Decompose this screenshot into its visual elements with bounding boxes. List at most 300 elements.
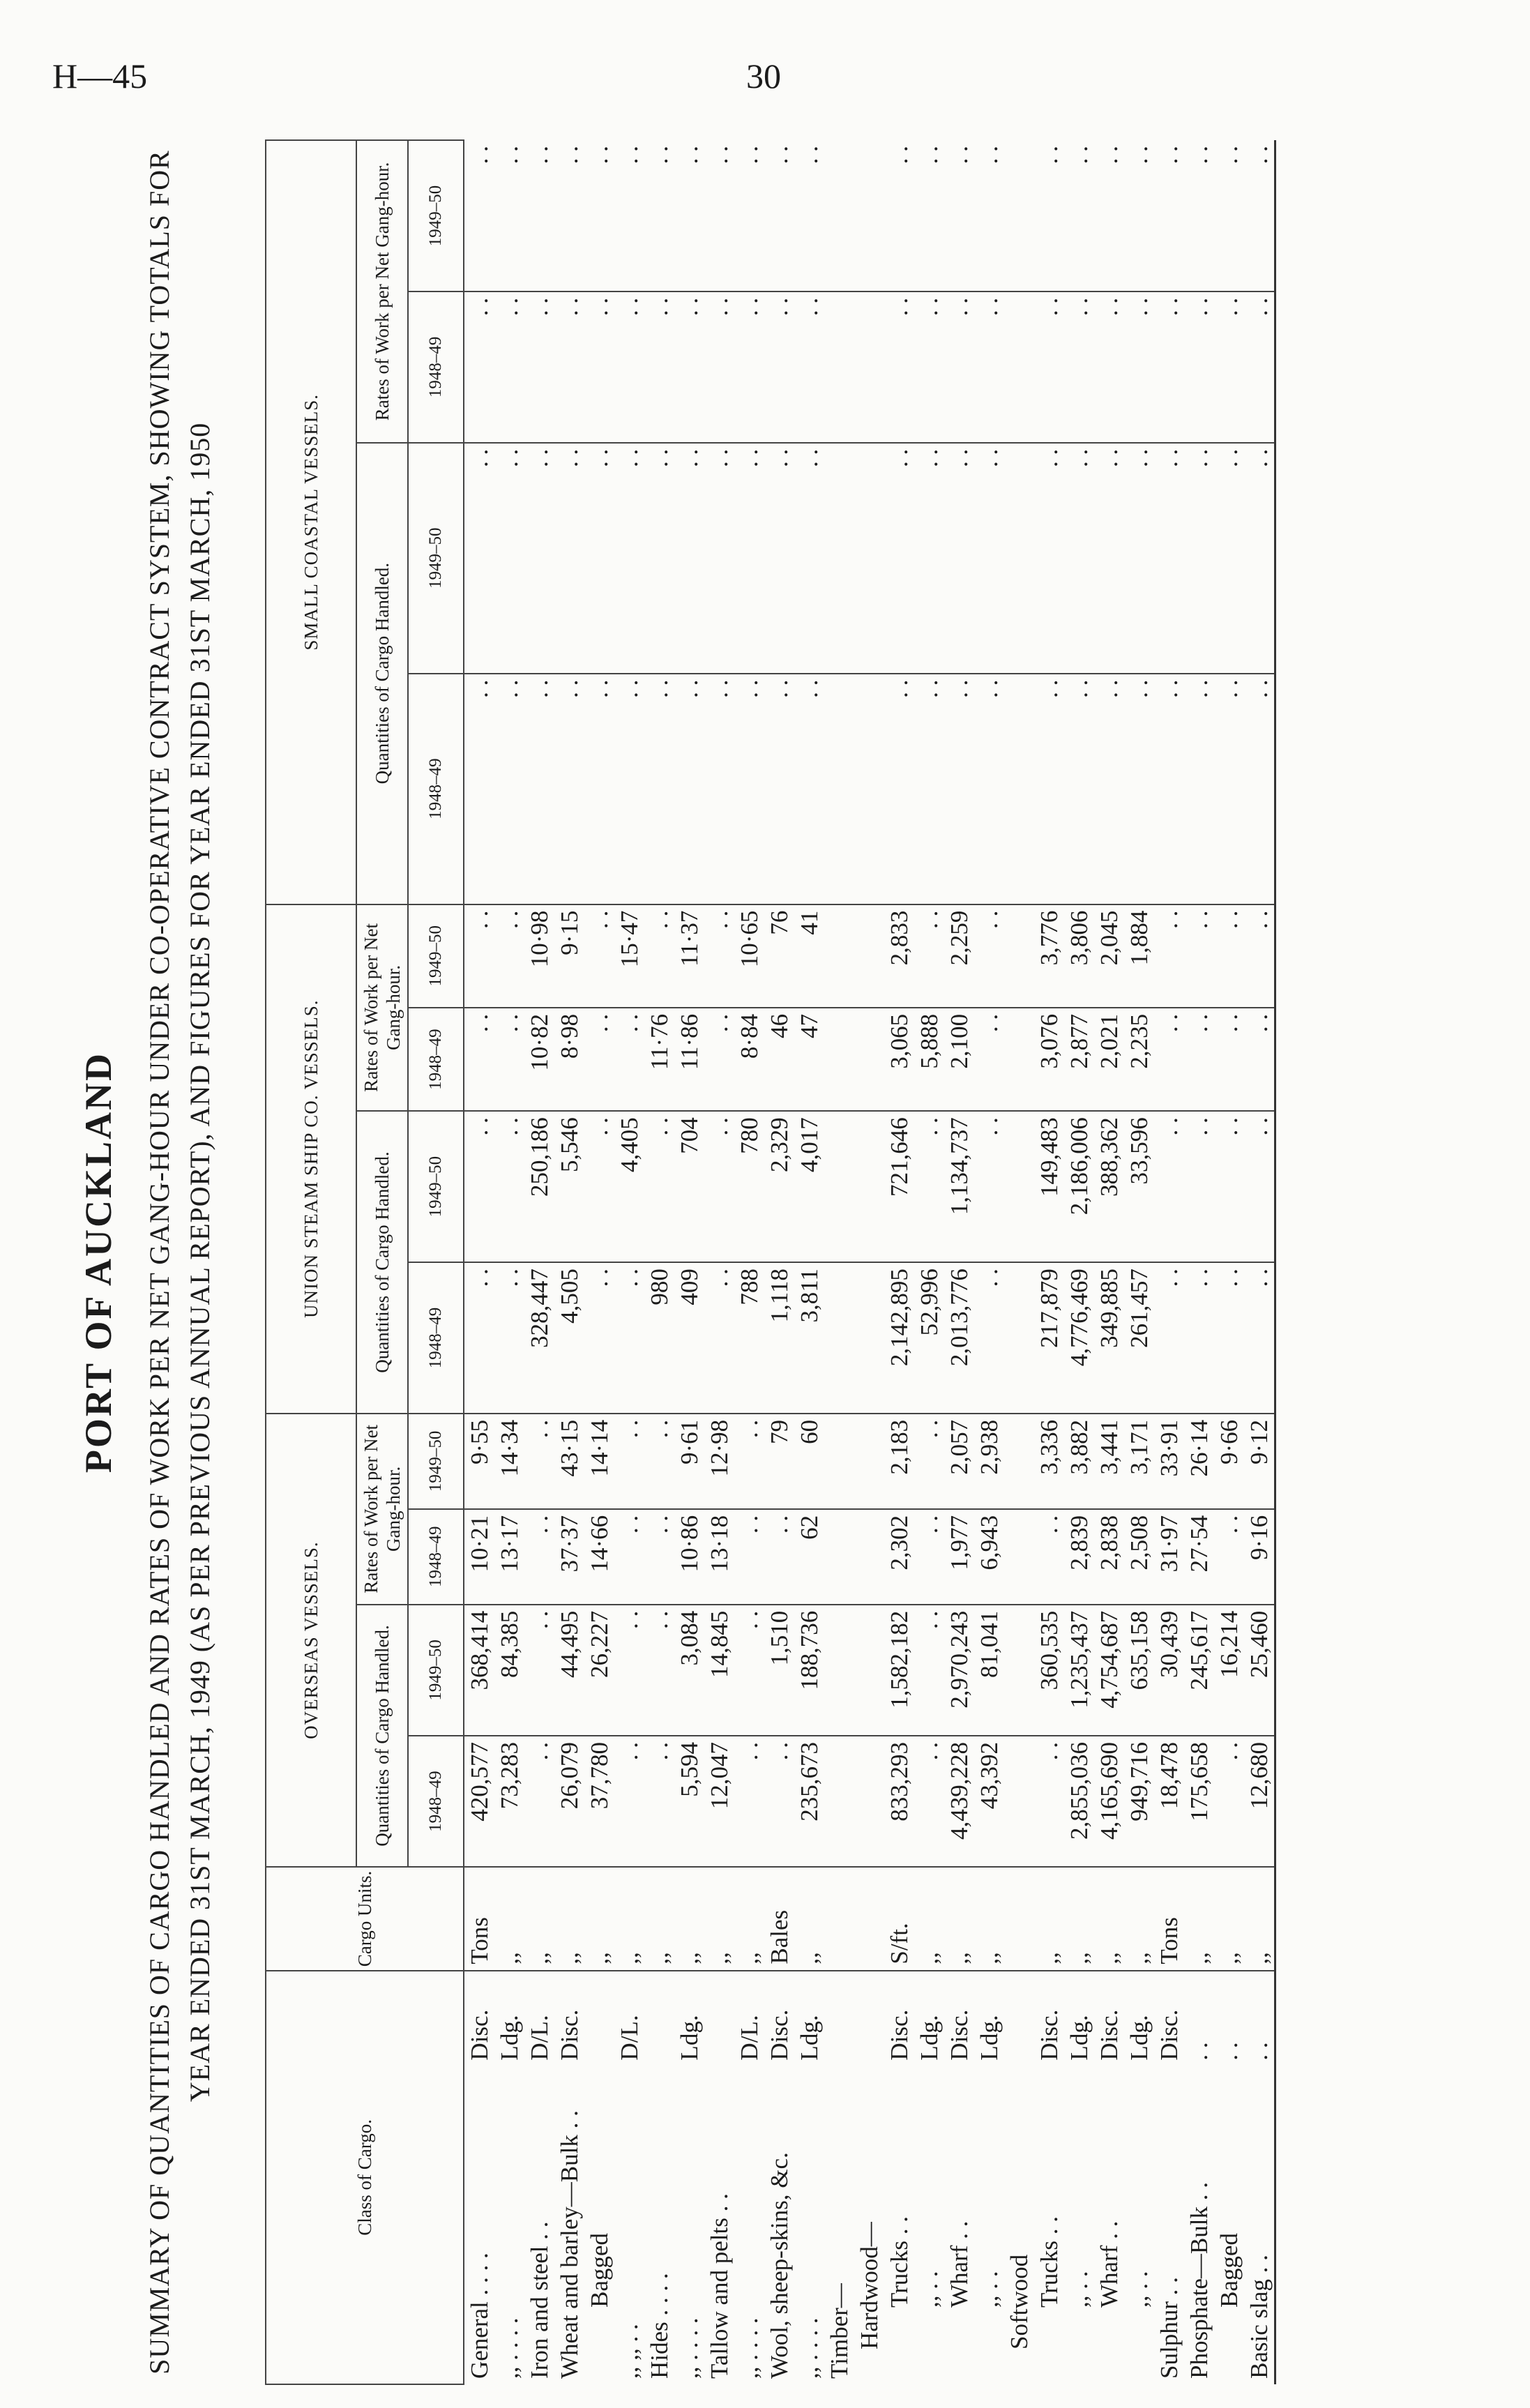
cell-o3: 2,508 [1124,1509,1154,1605]
cell-s3: . . [1184,291,1214,443]
cell-sub: Disc. [765,2009,793,2061]
cell-s2: . . [1244,443,1275,674]
cell-unit [1004,1867,1034,1970]
cell-u3: 2,100 [944,1008,974,1111]
cell-u4: 10·65 [734,904,764,1008]
cell-sub: Ldg. [1065,2015,1093,2061]
cell-o4: 3,171 [1124,1414,1154,1509]
cell-s4: . . [464,140,494,291]
cell-s1: . . [674,674,704,904]
cell-s2 [854,443,884,674]
header-quantities: Quantities of Cargo Handled. [356,1111,408,1414]
cell-o3 [854,1509,884,1605]
cell-s3: . . [1154,291,1184,443]
cell-o4: 9·55 [464,1414,494,1509]
cell-unit: Tons [464,1867,494,1970]
cell-o1: 73,283 [494,1736,524,1867]
cell-sub [1004,1971,1034,2066]
cell-u1: 980 [644,1262,674,1414]
cell-u3: 2,021 [1094,1008,1124,1111]
cell-u1: 2,013,776 [944,1262,974,1414]
cell-o4: 14·14 [584,1414,614,1509]
cell-s4: . . [524,140,554,291]
cell-u2: . . [494,1111,524,1262]
cell-o1: 2,855,036 [1064,1736,1094,1867]
cell-u2: 4,017 [794,1111,824,1262]
cell-o4 [854,1414,884,1509]
cell-s3: . . [1064,291,1094,443]
cell-u3: 10·82 [524,1008,554,1111]
cell-s4: . . [1184,140,1214,291]
cell-s4: . . [644,140,674,291]
cell-sub: Disc. [555,2009,583,2061]
cell-o4: 26·14 [1184,1414,1214,1509]
cell-u3: 47 [794,1008,824,1111]
cell-class-of-cargo: ,, . . . . [735,2317,763,2379]
cell-u3: 46 [764,1008,794,1111]
cell-class-of-cargo: Trucks . . [885,2216,913,2308]
table-row [734,140,764,2384]
cell-class-of-cargo: Wheat and barley—Bulk . . [555,2110,583,2379]
cell-sub: Ldg. [495,2015,523,2061]
table-row [914,140,944,2384]
cell-o3: . . [614,1509,644,1605]
cell-u2: 721,646 [884,1111,914,1262]
cell-u2: . . [1244,1111,1275,1262]
cell-u3 [854,1008,884,1111]
cell-u1: 788 [734,1262,764,1414]
page-code: H—45 [52,56,148,96]
header-year: 1949–50 [408,443,464,674]
header-year: 1948–49 [408,1736,464,1867]
cell-sub: D/L. [525,2015,553,2061]
cell-u2: 4,405 [614,1111,644,1262]
cell-o2: 14,845 [704,1605,734,1736]
header-quantities: Quantities of Cargo Handled. [356,443,408,904]
cell-u1: . . [1214,1262,1244,1414]
cell-s1 [824,674,854,904]
cell-s1: . . [494,674,524,904]
cell-u1: 328,447 [524,1262,554,1414]
cell-sub: Ldg. [795,2015,823,2061]
cell-class-of-cargo: Basic slag . . [1244,2066,1275,2384]
cell-s3: . . [674,291,704,443]
cell-o3: 13·18 [704,1509,734,1605]
cell-o4: 2,938 [974,1414,1004,1509]
cell-s3: . . [1034,291,1064,443]
table-row [884,140,914,2384]
cell-o4: 3,441 [1094,1414,1124,1509]
cell-sub: D/L. [615,2015,643,2061]
cell-class-of-cargo: ,, . . [1125,2271,1153,2308]
cell-class-of-cargo: Bagged [585,2233,613,2308]
cell-s3: . . [524,291,554,443]
cell-class-of-cargo: Wharf . . [1095,2220,1123,2308]
cell-u2: 5,546 [554,1111,584,1262]
cell-s2: . . [794,443,824,674]
cell-u2: 2,186,006 [1064,1111,1094,1262]
cell-o3: . . [734,1509,764,1605]
cell-unit: ,, [1244,1867,1275,1970]
cell-u2: 149,483 [1034,1111,1064,1262]
cell-o1: . . [614,1736,644,1867]
cell-u4: 11·37 [674,904,704,1008]
cell-u3: 3,065 [884,1008,914,1111]
cell-s1: . . [884,674,914,904]
cell-s3: . . [614,291,644,443]
cell-unit [824,1867,854,1970]
cell-s2: . . [1094,443,1124,674]
cell-u4: . . [914,904,944,1008]
cell-o3: 31·97 [1154,1509,1184,1605]
table-row [704,140,734,2384]
cell-s4: . . [1034,140,1064,291]
table-row [464,140,494,2384]
port-title: PORT OF AUCKLAND [77,1051,119,1474]
cell-o4: 12·98 [704,1414,734,1509]
cell-u2: 780 [734,1111,764,1262]
cell-s4: . . [1154,140,1184,291]
cell-u2 [824,1111,854,1262]
cell-s3: . . [644,291,674,443]
cell-s3 [854,291,884,443]
cell-sub: Disc. [885,2009,913,2061]
cell-u4: . . [584,904,614,1008]
cell-u2: . . [584,1111,614,1262]
cell-s3: . . [704,291,734,443]
header-year: 1948–49 [408,1008,464,1111]
cell-s2: . . [584,443,614,674]
cell-u1: . . [704,1262,734,1414]
table-row [494,140,524,2384]
cell-o1: 12,047 [704,1736,734,1867]
cell-class-of-cargo: Hides . . . . [645,2273,673,2379]
cell-u1: . . [1184,1262,1214,1414]
table-row [674,140,704,2384]
cell-u3: 8·98 [554,1008,584,1111]
cell-s1: . . [794,674,824,904]
cell-o4 [1004,1414,1034,1509]
cell-s3: . . [884,291,914,443]
table-subtitle [139,139,220,2385]
cell-o1: 949,716 [1124,1736,1154,1867]
cell-sub: Ldg. [975,2015,1003,2061]
cell-u2: 704 [674,1111,704,1262]
cell-sub: . . [1215,2042,1243,2061]
cell-unit: ,, [794,1867,824,1970]
cell-class-of-cargo: ,, . . [1065,2271,1093,2308]
cell-o3: 2,838 [1094,1509,1124,1605]
cell-unit [854,1867,884,1970]
cell-sub: Ldg. [915,2015,943,2061]
cell-o1: 175,658 [1184,1736,1214,1867]
cell-sub: Disc. [465,2009,493,2061]
cell-unit: ,, [1064,1867,1094,1970]
cell-unit: ,, [554,1867,584,1970]
cell-u4: . . [1214,904,1244,1008]
cell-s4: . . [734,140,764,291]
cell-class-of-cargo: Hardwood— [855,2222,883,2349]
cell-u3: . . [1244,1008,1275,1111]
heading [28,139,258,2385]
cell-unit: Bales [764,1867,794,1970]
cell-o4: 9·12 [1244,1414,1275,1509]
cell-s2: . . [1154,443,1184,674]
cell-o1: 4,439,228 [944,1736,974,1867]
cell-o3: 13·17 [494,1509,524,1605]
cell-o3: 2,302 [884,1509,914,1605]
cell-unit: ,, [914,1867,944,1970]
cell-u3: . . [1214,1008,1244,1111]
cell-s4: . . [1124,140,1154,291]
cell-s1: . . [1124,674,1154,904]
cell-u4: . . [1154,904,1184,1008]
cell-u3: . . [584,1008,614,1111]
cell-o4: 60 [794,1414,824,1509]
cell-s1: . . [1214,674,1244,904]
cell-s4: . . [884,140,914,291]
cell-sub [644,1971,674,2066]
cell-s1: . . [1094,674,1124,904]
cell-o4: 43·15 [554,1414,584,1509]
cell-o4: 33·91 [1154,1414,1184,1509]
cell-s2: . . [1034,443,1064,674]
header-year: 1948–49 [408,291,464,443]
cell-u1: 409 [674,1262,704,1414]
cell-o1: 37,780 [584,1736,614,1867]
cell-s2: . . [914,443,944,674]
cell-u2: 1,134,737 [944,1111,974,1262]
cell-u4 [854,904,884,1008]
cell-o2: . . [734,1605,764,1736]
cell-s2: . . [644,443,674,674]
cell-class-of-cargo: Phosphate—Bulk . . [1185,2182,1213,2379]
cell-class-of-cargo: Sulphur . . [1155,2277,1183,2379]
table-row [1214,140,1244,2384]
cell-u1 [854,1262,884,1414]
subtitle-line-2: YEAR ENDED 31ST MARCH, 1949 (AS PER PREVIOUS ANNUAL REPORT), AND FIGURES FOR YEAR ENDED 31ST MARCH, 1950 [184,422,215,2103]
cell-s2: . . [464,443,494,674]
cell-s4: . . [794,140,824,291]
cell-s2: . . [764,443,794,674]
cell-s2: . . [974,443,1004,674]
cell-o4 [824,1414,854,1509]
cell-u3 [1004,1008,1034,1111]
cell-o3: 10·86 [674,1509,704,1605]
cell-s3: . . [1244,291,1275,443]
table-body [464,140,1275,2384]
cell-o2: 3,084 [674,1605,704,1736]
cell-u4 [824,904,854,1008]
table-row [1244,140,1275,2384]
cell-u3: 2,877 [1064,1008,1094,1111]
cell-u4: . . [974,904,1004,1008]
cell-s4: . . [914,140,944,291]
cell-s4: . . [1064,140,1094,291]
cell-o1 [824,1736,854,1867]
cell-u3: . . [974,1008,1004,1111]
table-row [944,140,974,2384]
table-row [1154,140,1184,2384]
cell-o4: 79 [764,1414,794,1509]
cell-u3: 11·76 [644,1008,674,1111]
cell-unit: ,, [1214,1867,1244,1970]
cell-u4: 41 [794,904,824,1008]
cell-u3: . . [614,1008,644,1111]
cargo-table [265,139,1276,2385]
cell-o4: 14·34 [494,1414,524,1509]
cell-s4 [854,140,884,291]
cell-class-of-cargo: General . . . . [465,2252,493,2379]
cell-o2: 635,158 [1124,1605,1154,1736]
cell-o4: 2,057 [944,1414,974,1509]
cell-unit: ,, [974,1867,1004,1970]
cell-u2 [854,1111,884,1262]
cell-unit: ,, [704,1867,734,1970]
header-year: 1949–50 [408,1605,464,1736]
cell-u2 [1004,1111,1034,1262]
cell-unit: ,, [524,1867,554,1970]
cell-u4: . . [1184,904,1214,1008]
cell-sub [824,1971,854,2066]
cell-o1: . . [524,1736,554,1867]
cell-class-of-cargo: Softwood [1005,2254,1033,2349]
cell-s3: . . [464,291,494,443]
cell-class-of-cargo: Tallow and pelts . . [705,2193,733,2379]
cell-s1: . . [1034,674,1064,904]
cell-u1: 4,776,469 [1064,1262,1094,1414]
cell-class-of-cargo: Wool, sheep-skins, &c. [765,2152,793,2379]
cell-o1: 833,293 [884,1736,914,1867]
table-row [1064,140,1094,2384]
cell-s1: . . [524,674,554,904]
table-row [824,140,854,2384]
cell-o2: . . [524,1605,554,1736]
cell-o4: . . [914,1414,944,1509]
cell-o3: 10·21 [464,1509,494,1605]
cell-s1 [1004,674,1034,904]
cell-class-of-cargo: Wharf . . [945,2220,973,2308]
cell-u2: 250,186 [524,1111,554,1262]
cell-o2 [1004,1605,1034,1736]
cell-o2: 2,970,243 [944,1605,974,1736]
header-year: 1949–50 [408,1111,464,1262]
cell-u2: . . [464,1111,494,1262]
cell-sub: D/L. [735,2015,763,2061]
cell-s1: . . [1154,674,1184,904]
cell-sub: Ldg. [1125,2015,1153,2061]
cell-u3: 8·84 [734,1008,764,1111]
cell-o2: 26,227 [584,1605,614,1736]
table-row [1004,140,1034,2384]
cell-o2: 30,439 [1154,1605,1184,1736]
cell-unit: ,, [584,1867,614,1970]
cell-class-of-cargo: ,, . . . . [795,2317,823,2379]
cell-sub: . . [1185,2042,1213,2061]
cell-sub [854,1971,884,2066]
cell-class-of-cargo: Iron and steel . . [525,2221,553,2379]
cell-o4: . . [614,1414,644,1509]
cell-s3: . . [944,291,974,443]
cell-s1: . . [554,674,584,904]
header-rates: Rates of Work per Net Gang-hour. [356,140,408,443]
cell-o2: . . [644,1605,674,1736]
cell-s1: . . [1064,674,1094,904]
cell-s3: . . [794,291,824,443]
cell-sub [584,1971,614,2066]
cell-o3: 9·16 [1244,1509,1275,1605]
cell-o2: 44,495 [554,1605,584,1736]
cell-s1: . . [734,674,764,904]
page-number: 30 [746,56,781,96]
cell-class-of-cargo: Timber— [825,2283,853,2379]
cell-u2: . . [644,1111,674,1262]
cell-u4: 9·15 [554,904,584,1008]
cell-o1: 4,165,690 [1094,1736,1124,1867]
cell-o1 [1004,1736,1034,1867]
cell-u1 [1004,1262,1034,1414]
cell-s2: . . [704,443,734,674]
cell-o3: 14·66 [584,1509,614,1605]
cell-s1: . . [704,674,734,904]
cell-o2: 84,385 [494,1605,524,1736]
cell-u1: . . [974,1262,1004,1414]
header-year: 1948–49 [408,1509,464,1605]
cell-o3: . . [914,1509,944,1605]
cell-o2: 245,617 [1184,1605,1214,1736]
cell-u1: 2,142,895 [884,1262,914,1414]
cell-o1: . . [1034,1736,1064,1867]
cell-s1: . . [644,674,674,904]
cell-o2: 368,414 [464,1605,494,1736]
cell-unit: S/ft. [884,1867,914,1970]
cell-u4: 76 [764,904,794,1008]
table-row [584,140,614,2384]
cell-u2: 2,329 [764,1111,794,1262]
cell-o2 [824,1605,854,1736]
cell-u3: . . [494,1008,524,1111]
cell-s2: . . [1184,443,1214,674]
table-head [266,140,464,2384]
cell-u3: 11·86 [674,1008,704,1111]
cell-u2: . . [974,1111,1004,1262]
cell-class-of-cargo: ,, . . [975,2271,1003,2308]
cell-s3: . . [554,291,584,443]
cell-sub: Disc. [1155,2009,1183,2061]
cell-s2 [1004,443,1034,674]
cell-class-of-cargo: Bagged [1215,2233,1243,2308]
cell-u3: 2,235 [1124,1008,1154,1111]
table-row [554,140,584,2384]
cell-sub: . . [1244,1971,1275,2066]
cell-u3: . . [464,1008,494,1111]
cell-o1: 420,577 [464,1736,494,1867]
cell-s2: . . [1124,443,1154,674]
header-class-of-cargo: Class of Cargo. [266,1971,464,2384]
cell-u4: 2,045 [1094,904,1124,1008]
cell-s2: . . [734,443,764,674]
cell-o2: . . [914,1605,944,1736]
cell-s1: . . [944,674,974,904]
cell-o2: 25,460 [1244,1605,1275,1736]
cell-s4: . . [614,140,644,291]
cell-o3: . . [1034,1509,1064,1605]
cell-u2: 33,596 [1124,1111,1154,1262]
cell-o3 [1004,1509,1034,1605]
cell-u3: . . [1154,1008,1184,1111]
cell-s3: . . [734,291,764,443]
header-year: 1948–49 [408,674,464,904]
